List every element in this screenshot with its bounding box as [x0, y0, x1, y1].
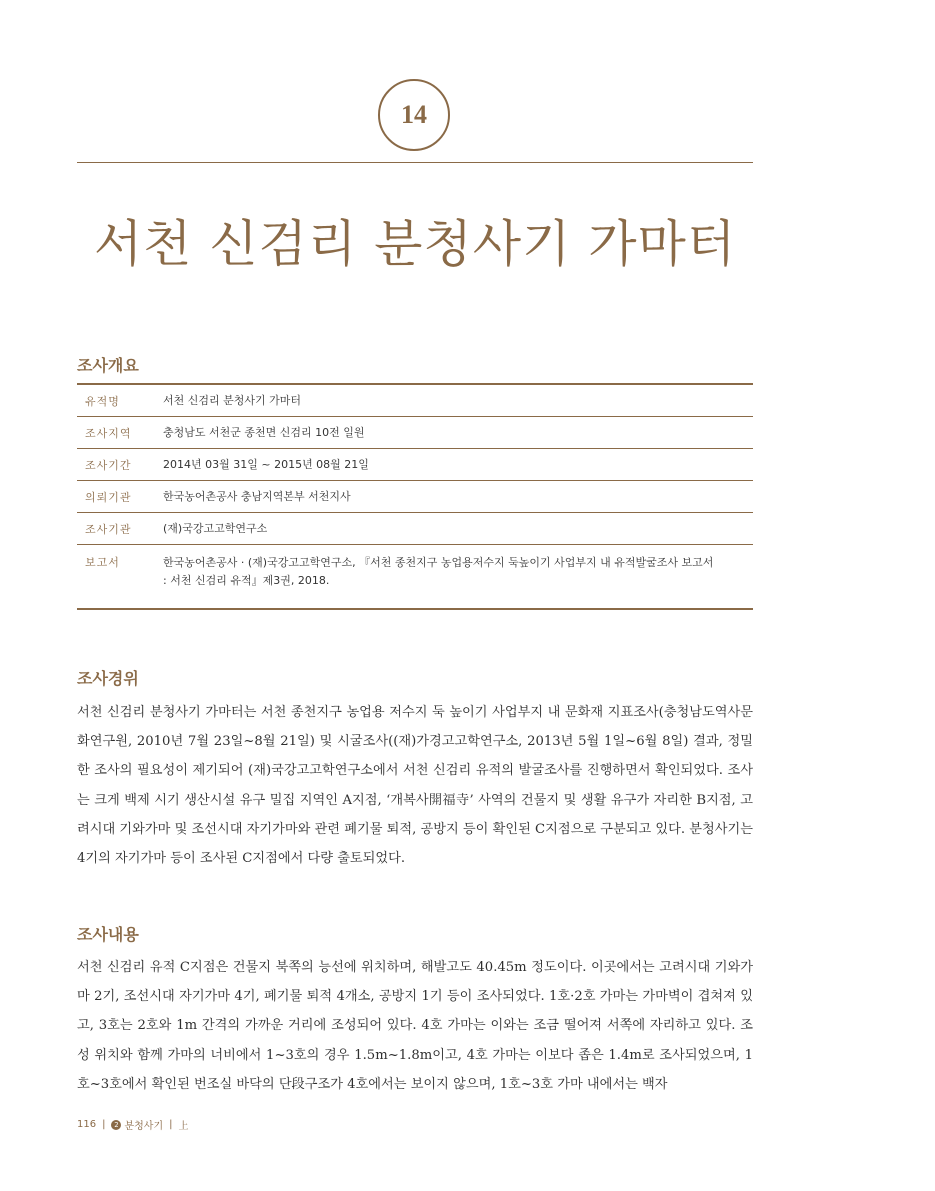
footer-divider: | — [102, 1119, 106, 1130]
footer-divider: | — [169, 1119, 173, 1130]
row-label: 의뢰기관 — [85, 490, 132, 504]
book-title: 분청사기 — [124, 1121, 164, 1132]
row-value: 충청남도 서천군 종천면 신검리 10전 일원 — [163, 425, 365, 439]
overview-table — [77, 383, 753, 610]
table-row — [77, 513, 753, 545]
row-value: 2014년 03월 31일 ~ 2015년 08월 21일 — [163, 457, 369, 471]
table-row — [77, 481, 753, 513]
report-line-2: : 서천 신검리 유적』제3권, 2018. — [163, 574, 330, 587]
row-label: 유적명 — [85, 394, 120, 408]
table-row — [77, 545, 753, 608]
row-label: 보고서 — [85, 556, 120, 569]
chapter-number: 14 — [401, 100, 427, 129]
contents-paragraph: 서천 신검리 유적 C지점은 건물지 북쪽의 능선에 위치하며, 해발고도 40.45m 정도이다. 이곳에서는 고려시대 기와가마 2기, 조선시대 자기가마 4기, 폐기물 퇴적 4개소, 공방지 1기 등이 조사되었다. 1호·2호 가마는 가마벽이 겹쳐져 있고, 3호는 2호와 1m 간격의 가까운 거리에 조성되어 있다. 4호 가마는 이와는 조금 떨어져 서쪽에 자리하고 있다. 조성 위치와 함께 가마의 너비에서 1~3호의 경우 1.5m~1.8m이고, 4호 가마는 이보다 좁은 1.4m로 조사되었으며, 1호~3호에서 확인된 번조실 바닥의 단段구조가 4호에서는 보이지 않으며, 1호~3호 가마 내에서는 백자 — [77, 960, 753, 1092]
table-row — [77, 449, 753, 481]
report-line-1: 한국농어촌공사 · (재)국강고고학연구소, 『서천 종천지구 농업용저수지 둑높이기 사업부지 내 유적발굴조사 보고서 — [163, 556, 714, 569]
volume-number-badge: 2 — [111, 1120, 121, 1130]
page-footer — [77, 1117, 188, 1132]
contents-heading: 조사내용 — [77, 925, 139, 944]
row-label: 조사기관 — [85, 522, 132, 536]
row-value: 서천 신검리 분청사기 가마터 — [163, 393, 302, 407]
row-value: (재)국강고고학연구소 — [163, 521, 268, 535]
row-value — [163, 554, 713, 590]
background-heading: 조사경위 — [77, 669, 139, 688]
page-title: 서천 신검리 분청사기 가마터 — [93, 214, 737, 273]
chapter-number-badge — [378, 79, 450, 151]
row-label: 조사기간 — [85, 458, 132, 472]
row-label: 조사지역 — [85, 426, 132, 440]
volume-label: 上 — [178, 1121, 189, 1132]
table-row — [77, 385, 753, 417]
page-number: 116 — [77, 1119, 97, 1130]
table-row — [77, 417, 753, 449]
overview-heading: 조사개요 — [77, 356, 139, 375]
row-value: 한국농어촌공사 충남지역본부 서천지사 — [163, 489, 351, 503]
chapter-rule — [77, 162, 753, 163]
background-paragraph: 서천 신검리 분청사기 가마터는 서천 종천지구 농업용 저수지 둑 높이기 사업부지 내 문화재 지표조사(충청남도역사문화연구원, 2010년 7월 23일~8월 21일) 및 시굴조사((재)가경고고학연구소, 2013년 5월 1일~6월 8일) 결과, 정밀한 조사의 필요성이 제기되어 (재)국강고고학연구소에서 서천 신검리 유적의 발굴조사를 진행하면서 확인되었다. 조사는 크게 백제 시기 생산시설 유구 밀집 지역인 A지점, ‘개복사開福寺’ 사역의 건물지 및 생활 유구가 자리한 B지점, 고려시대 기와가마 및 조선시대 자기가마와 관련 폐기물 퇴적, 공방지 등이 확인된 C지점으로 구분되고 있다. 분청사기는 4기의 자기가마 등이 조사된 C지점에서 다량 출토되었다. — [77, 705, 753, 867]
